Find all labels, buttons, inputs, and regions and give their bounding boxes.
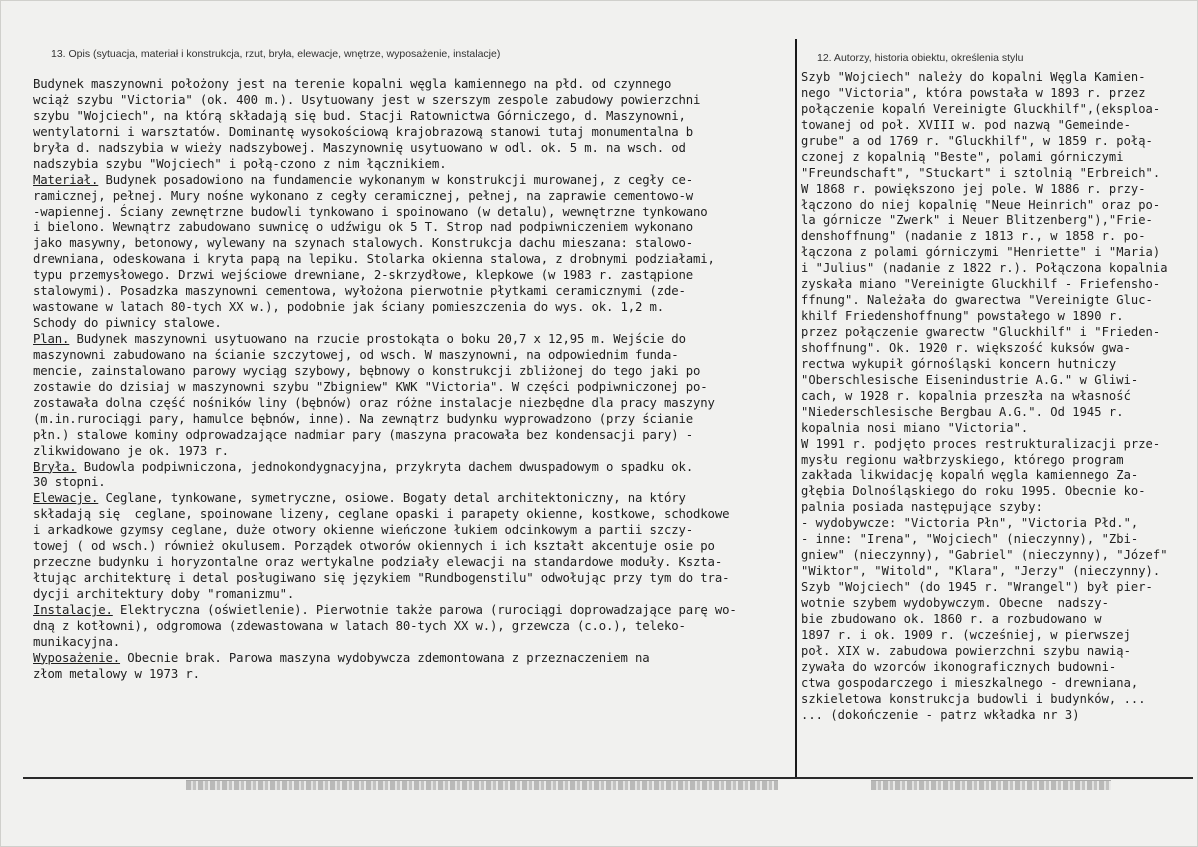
line-text: zostawała dolna część nośników liny (bębnów) oraz różne instalacje niezbędne dla pracy maszyny [33, 395, 715, 410]
section-heading: Wyposażenie. [33, 650, 121, 665]
history-line: - wydobywcze: "Victoria Płn", "Victoria Płd.", [801, 516, 1139, 531]
line-text: munikacyjna. [33, 634, 121, 649]
history-line: mysłu regionu wałbrzyskiego, którego program [801, 452, 1124, 467]
history-line: głębia Dolnośląskiego do roku 1995. Obecnie ko- [801, 484, 1146, 499]
line-text: maszynowni zabudowano na ścianie szczytowej, od wsch. W maszynowni, na odpowiednim funda- [33, 347, 679, 362]
history-line: poł. XIX w. zabudowa powierzchni szybu nawią- [801, 643, 1131, 658]
line-text: Budynek maszynowni położony jest na terenie kopalni węgla kamiennego na płd. od czynnego [33, 77, 672, 91]
description-line [33, 109, 791, 125]
description-line [33, 635, 791, 651]
line-text: Elektryczna (oświetlenie). Pierwotnie także parowa (rurociągi doprowadzające parę wo- [112, 602, 737, 617]
line-text: ramicznej, pełnej. Mury nośne wykonano z cegły ceramicznej, pełnej, na zaprawie cementowo-w [33, 188, 694, 203]
description-line [33, 332, 791, 348]
history-line: 1897 r. i ok. 1909 r. (wcześniej, w pierwszej [801, 627, 1131, 642]
description-line [33, 93, 791, 109]
description-line [33, 252, 791, 268]
line-text: (m.in.rurociągi pary, hamulce bębnów, inne). Na zewnątrz budynku wyprowadzono (przy ścianie [33, 411, 694, 426]
line-text: jako masywny, betonowy, wylewany na szynach stalowych. Konstrukcja dachu mieszana: stalowo- [33, 236, 694, 251]
description-line [33, 475, 791, 491]
description-line [33, 380, 791, 396]
history-line: łączono do niej kopalnię "Neue Heinrich" oraz po- [801, 197, 1161, 212]
history-line: Szyb "Wojciech" należy do kopalni Węgla Kamien- [801, 70, 1146, 84]
line-text: 30 stopni. [33, 475, 106, 490]
description-line [33, 141, 791, 157]
description-line [33, 189, 791, 205]
description-line [33, 507, 791, 523]
description-line [33, 555, 791, 571]
line-text: płn.) stalowe kominy odprowadzające nadmiar pary (maszyna pracowała bez kondensacji pary) - [33, 427, 694, 442]
history-line: "Niederschlesische Bergbau A.G.". Od 1945 r. [801, 404, 1124, 419]
description-line [33, 460, 791, 476]
history-line: "Oberschlesische Eisenindustrie A.G." w Gliwi- [801, 372, 1139, 387]
line-text: -wapiennej. Ściany zewnętrzne budowli tynkowano i spoinowano (w detalu), wewnętrzne tynkowano [33, 204, 708, 219]
line-text: drewniana, odeskowana i kryta papą na lepiku. Stolarka okienna stalowa, z drobnymi podziałami, [33, 252, 715, 267]
line-text: składają się ceglane, spoinowane lizeny, ceglane opaski i parapety okienne, kostkowe, schodkowe [33, 507, 730, 522]
line-text: szybu "Wojciech", na którą składają się bud. Stacji Ratownictwa Górniczego, d. Maszynowni, [33, 108, 686, 123]
right-column-header: 12. Autorzy, historia obiektu, określenia stylu [817, 52, 1024, 64]
line-text: łtując architekturę i detal posługiwano się językiem "Rundbogenstilu" odwołując przy tym do tra- [33, 571, 730, 586]
footer-strip-right [871, 780, 1111, 790]
description-line [33, 316, 791, 332]
history-line: szkieletowa konstrukcja budowli i budynków, ... [801, 691, 1146, 706]
history-line: W 1991 r. podjęto proces restrukturalizacji prze- [801, 436, 1161, 451]
description-line [33, 77, 791, 93]
line-text: wastowane w latach 80-tych XX w.), podobnie jak ściany pomieszczenia do wys. ok. 1,2 m. [33, 300, 665, 315]
description-line [33, 205, 791, 221]
line-text: Budynek maszynowni usytuowano na rzucie prostokąta o boku 20,7 x 12,95 m. Wejście do [69, 332, 686, 346]
history-line: denshoffnung" (nadanie z 1813 r., w 1858 r. po- [801, 229, 1146, 244]
history-line: shoffnung". Ok. 1920 r. większość kuksów gwa- [801, 340, 1131, 355]
description-line [33, 667, 791, 683]
description-line [33, 396, 791, 412]
description-line [33, 428, 791, 444]
description-line [33, 651, 791, 667]
history-line: khilf Friedenshoffnung" powstałego w 1890 r. [801, 309, 1124, 324]
description-line [33, 268, 791, 284]
history-line: gniew" (nieczynny), "Gabriel" (nieczynny), "Józef" [801, 548, 1168, 563]
line-text: stalowymi). Posadzka maszynowni cementowa, wyłożona pierwotnie płytkami ceramicznymi (zde- [33, 284, 686, 299]
history-line: la górnicze "Zwerk" i Neuer Blitzenberg"),"Frie- [801, 213, 1153, 228]
line-text: nadszybia szybu "Wojciech" i połą-czono z nim łącznikiem. [33, 156, 447, 171]
line-text: Schody do piwnicy stalowe. [33, 316, 222, 331]
history-line: zyskała miano "Vereinigte Gluckhilf - Friefensho- [801, 277, 1161, 292]
history-line: wotnie szybem wydobywczym. Obecne nadszy- [801, 595, 1109, 610]
description-line [33, 539, 791, 555]
history-line: czonej z kopalnią "Beste", polami górniczymi [801, 149, 1124, 164]
history-line: rectwa wykupił górnośląski koncern hutniczy [801, 356, 1117, 371]
bottom-rule [23, 777, 1193, 779]
description-line [33, 364, 791, 380]
description-line [33, 220, 791, 236]
description-line [33, 412, 791, 428]
history-line: kopalnia nosi miano "Victoria". [801, 420, 1029, 435]
line-text: towej ( od wsch.) również okulusem. Porządek otworów okiennych i ich kształt akcentuje osie po [33, 539, 715, 554]
history-line: cach, w 1928 r. kopalnia przeszła na własność [801, 388, 1131, 403]
description-line [33, 571, 791, 587]
left-column-header: 13. Opis (sytuacja, materiał i konstrukcja, rzut, bryła, elewacje, wnętrze, wyposażenie, instalacje) [51, 48, 501, 60]
history-line: W 1868 r. powiększono jej pole. W 1886 r. przy- [801, 181, 1146, 196]
line-text: Obecnie brak. Parowa maszyna wydobywcza zdemontowana z przeznaczeniem na [120, 650, 650, 665]
line-text: przeczne budynku i horyzontalne oraz wertykalne podziały elewacji na standardowe moduły. Kszta- [33, 555, 723, 570]
line-text: Budowla podpiwniczona, jednokondygnacyjna, przykryta dachem dwuspadowym o spadku ok. [76, 459, 694, 474]
description-line [33, 523, 791, 539]
history-line: połączenie kopalń Vereinigte Gluckhilf",(eksploa- [801, 101, 1161, 116]
line-text: mencie, zainstalowano parowy wyciąg szybowy, bębnowy o konstrukcji zbliżonej do tego jaki po [33, 363, 701, 378]
line-text: bryła d. nadszybia w wieży nadszybowej. Maszynownię usytuowano w odl. ok. 5 m. na wsch. od [33, 140, 686, 155]
history-line: "Freundschaft", "Stuckart" i sztolnią "Erbreich". [801, 165, 1161, 180]
description-column [33, 77, 791, 683]
history-line: grube" a od 1769 r. "Gluckhilf", w 1859 r. połą- [801, 133, 1153, 148]
description-line [33, 125, 791, 141]
description-line [33, 348, 791, 364]
history-line: towanej od poł. XVIII w. pod nazwą "Gemeinde- [801, 117, 1131, 132]
description-line [33, 603, 791, 619]
line-text: Ceglane, tynkowane, symetryczne, osiowe. Bogaty detal architektoniczny, na który [98, 491, 686, 506]
line-text: i bielono. Wewnątrz zabudowano suwnicę o udźwigu ok 5 T. Strop nad podpiwniczeniem wykonano [33, 220, 694, 235]
description-line [33, 619, 791, 635]
description-line [33, 157, 791, 173]
history-line: ... (dokończenie - patrz wkładka nr 3) [801, 707, 1080, 722]
line-text: zlikwidowano je ok. 1973 r. [33, 443, 229, 458]
column-divider [795, 39, 797, 779]
history-line: zywała do wzorców ikonograficznych budowni- [801, 659, 1117, 674]
line-text: zostawie do dzisiaj w maszynowni szybu "Zbigniew" KWK "Victoria". W części podpiwniczonej po- [33, 379, 708, 394]
line-text: dycji architektury doby "romanizmu". [33, 587, 295, 601]
line-text: wciąż szybu "Victoria" (ok. 400 m.). Usytuowany jest w szerszym zespole zabudowy powierzchni [33, 92, 701, 107]
description-line [33, 173, 791, 189]
description-line [33, 444, 791, 460]
line-text: dną z kotłowni), odgromowa (zdewastowana w latach 80-tych XX w.), grzewcza (c.o.), teleko- [33, 618, 686, 633]
history-line: przez połączenie gwarectw "Gluckhilf" i "Frieden- [801, 325, 1161, 339]
footer-strip-left [186, 780, 778, 790]
history-line: ctwa gospodarczego i mieszkalnego - drewniana, [801, 675, 1139, 690]
line-text: Budynek posadowiono na fundamencie wykonanym w konstrukcji murowanej, z cegły ce- [98, 172, 694, 187]
history-line: bie zbudowano ok. 1860 r. a rozbudowano w [801, 611, 1102, 626]
section-heading: Elewacje. [33, 491, 99, 506]
section-heading: Plan. [33, 332, 70, 346]
description-line [33, 587, 791, 603]
history-line: - inne: "Irena", "Wojciech" (nieczynny), "Zbi- [801, 532, 1139, 547]
description-line [33, 284, 791, 300]
history-line: "Wiktor", "Witold", "Klara", "Jerzy" (nieczynny). [801, 564, 1161, 579]
section-heading: Instalacje. [33, 602, 113, 617]
history-column [801, 70, 1196, 723]
history-line: Szyb "Wojciech" (do 1945 r. "Wrangel") był pier- [801, 580, 1153, 594]
history-line: i "Julius" (nadanie z 1822 r.). Połączona kopalnia [801, 261, 1168, 276]
section-heading: Bryła. [33, 459, 77, 474]
history-line: nego "Victoria", która powstała w 1893 r. przez [801, 85, 1146, 100]
description-line [33, 300, 791, 316]
description-line [33, 491, 791, 507]
history-line: palnia posiada następujące szyby: [801, 500, 1043, 515]
line-text: złom metalowy w 1973 r. [33, 666, 200, 681]
history-line: łączona z polami górniczymi "Henriette" i "Maria) [801, 245, 1161, 260]
history-line: ffnung". Należała do gwarectwa "Vereinigte Gluc- [801, 293, 1153, 308]
description-line [33, 236, 791, 252]
line-text: wentylatorni i warsztatów. Dominantę wysokościową krajobrazową stanowi tutaj monumentalna b [33, 124, 694, 139]
section-heading: Materiał. [33, 172, 99, 187]
line-text: typu przemysłowego. Drzwi wejściowe drewniane, 2-skrzydłowe, klepkowe (w 1983 r. zastąpione [33, 268, 694, 283]
line-text: i arkadkowe gzymsy ceglane, duże otwory okienne wieńczone łukiem odcinkowym a partii szczy- [33, 523, 694, 538]
history-line: zakłada likwidację kopalń węgla kamiennego Za- [801, 468, 1139, 483]
